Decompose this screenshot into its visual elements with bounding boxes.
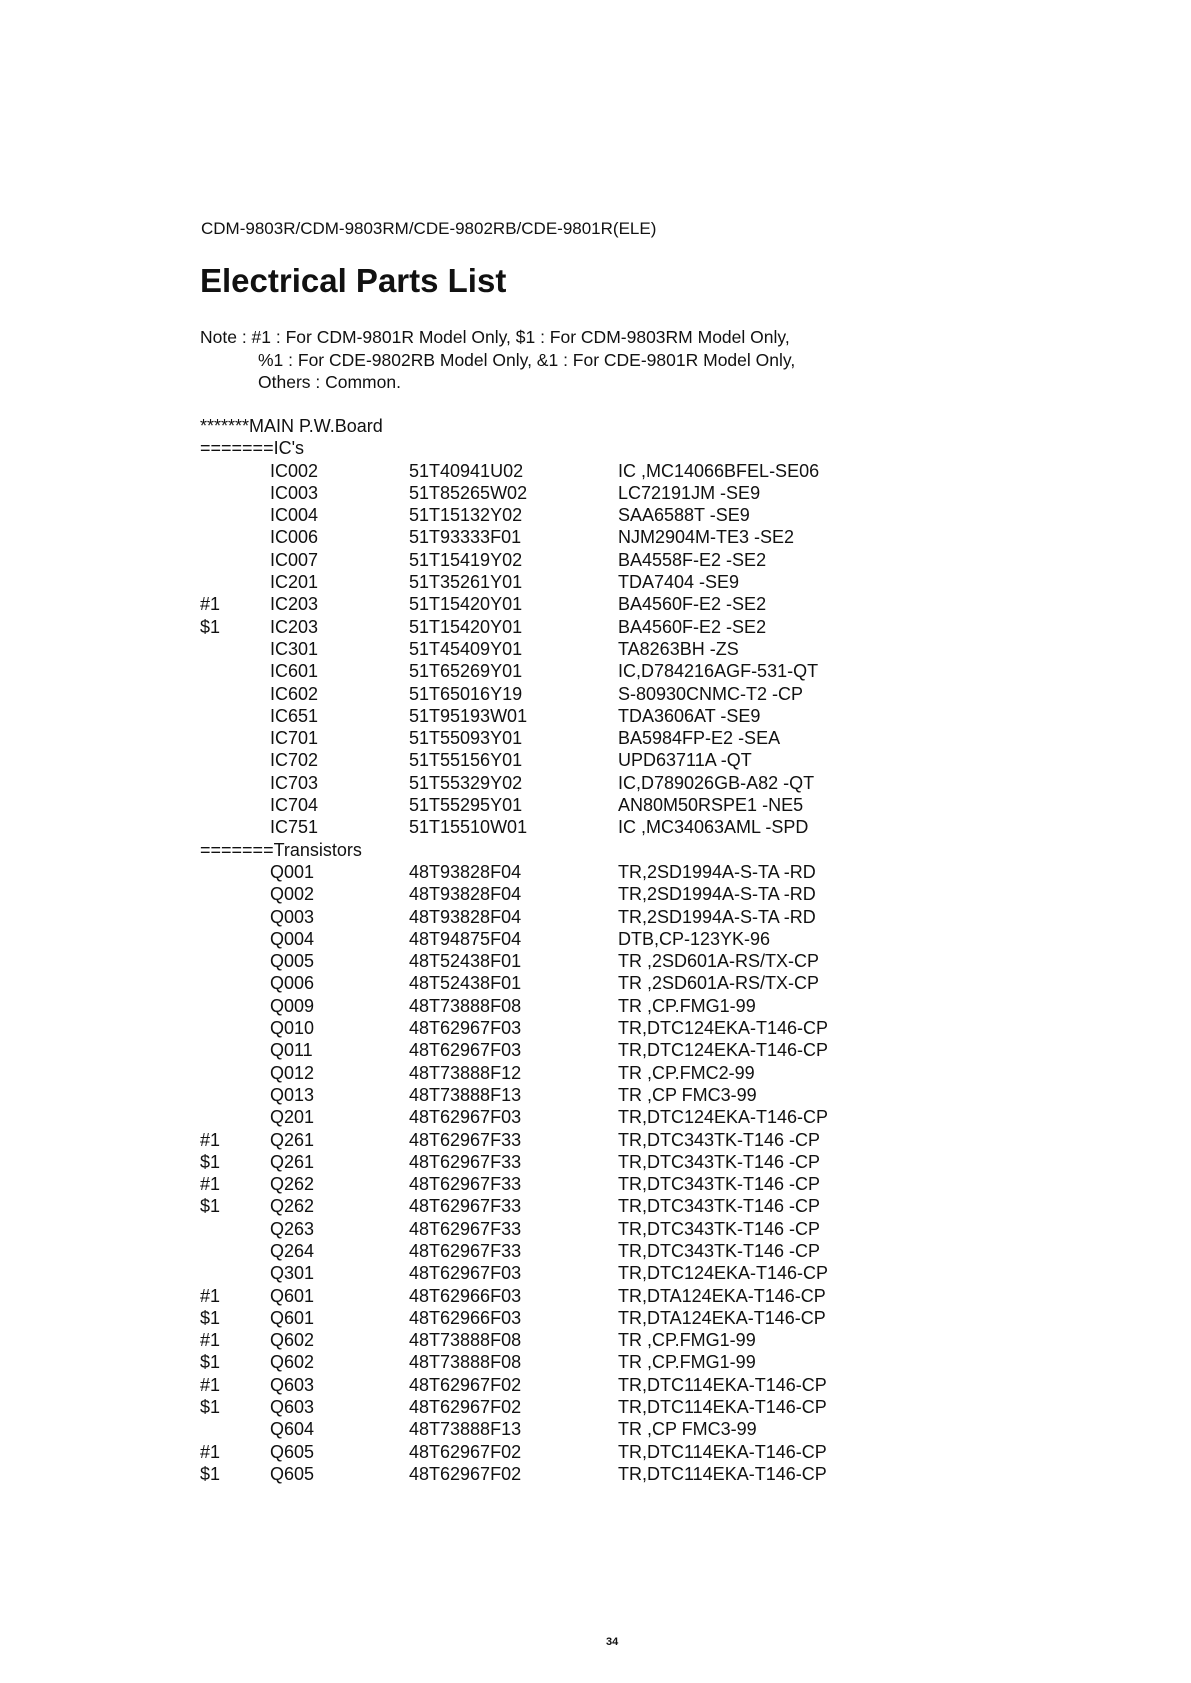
part-row	[200, 1419, 1140, 1441]
part-number: 48T62967F02	[409, 1441, 522, 1462]
part-description: LC72191JM -SE9	[618, 482, 761, 503]
part-number: 51T15419Y02	[409, 549, 523, 570]
part-description: TR,DTC343TK-T146 -CP	[618, 1151, 821, 1172]
part-row	[200, 1308, 1140, 1330]
part-number: 51T55329Y02	[409, 772, 523, 793]
part-row	[200, 1152, 1140, 1174]
part-description: S-80930CNMC-T2 -CP	[618, 683, 804, 704]
model-mark: #1	[200, 1285, 221, 1306]
part-row	[200, 1196, 1140, 1218]
part-description: TR,2SD1994A-S-TA -RD	[618, 906, 816, 927]
part-description: BA5984FP-E2 -SEA	[618, 728, 781, 749]
part-description: TR,DTC114EKA-T146-CP	[618, 1441, 827, 1462]
reference-designator: IC003	[270, 482, 319, 503]
reference-designator: Q261	[270, 1151, 315, 1172]
part-row	[200, 639, 1140, 661]
note-line: Note : #1 : For CDM-9801R Model Only, $1 : For CDM-9803RM Model Only,	[200, 327, 790, 347]
part-row	[200, 1442, 1140, 1464]
page-number: 34	[606, 1636, 619, 1648]
part-row	[200, 907, 1140, 929]
part-number: 51T45409Y01	[409, 638, 523, 659]
part-row	[200, 1352, 1140, 1374]
part-description: TR,DTC124EKA-T146-CP	[618, 1040, 829, 1061]
section-heading	[200, 438, 1140, 460]
reference-designator: Q002	[270, 884, 315, 905]
part-number: 51T15132Y02	[409, 505, 523, 526]
part-description: BA4558F-E2 -SE2	[618, 549, 767, 570]
part-description: TR,DTC343TK-T146 -CP	[618, 1196, 821, 1217]
part-number: 48T62966F03	[409, 1285, 522, 1306]
part-number: 48T62967F02	[409, 1397, 522, 1418]
part-number: 48T62967F33	[409, 1240, 522, 1261]
reference-designator: Q001	[270, 861, 315, 882]
part-number: 48T94875F04	[409, 928, 522, 949]
part-number: 48T73888F13	[409, 1084, 522, 1105]
part-row	[200, 1219, 1140, 1241]
part-description: TR ,CP FMC3-99	[618, 1084, 757, 1105]
part-row	[200, 1241, 1140, 1263]
part-number: 48T73888F08	[409, 995, 522, 1016]
part-number: 48T62967F33	[409, 1174, 522, 1195]
part-row	[200, 1040, 1140, 1062]
note-line: %1 : For CDE-9802RB Model Only, &1 : For CDE-9801R Model Only,	[258, 349, 796, 370]
model-mark: $1	[200, 616, 221, 637]
parts-list	[200, 416, 1140, 1486]
model-mark: #1	[200, 1174, 221, 1195]
part-description: BA4560F-E2 -SE2	[618, 616, 767, 637]
part-number: 48T73888F08	[409, 1352, 522, 1373]
part-row	[200, 996, 1140, 1018]
part-number: 48T62967F02	[409, 1374, 522, 1395]
reference-designator: IC703	[270, 772, 319, 793]
part-number: 48T93828F04	[409, 861, 522, 882]
reference-designator: Q603	[270, 1397, 315, 1418]
part-number: 51T15420Y01	[409, 594, 523, 615]
part-number: 48T73888F08	[409, 1330, 522, 1351]
part-row	[200, 550, 1140, 572]
reference-designator: IC006	[270, 527, 319, 548]
reference-designator: Q264	[270, 1240, 315, 1261]
reference-designator: IC203	[270, 616, 319, 637]
part-number: 51T55156Y01	[409, 750, 523, 771]
part-row	[200, 1330, 1140, 1352]
part-row	[200, 795, 1140, 817]
reference-designator: IC203	[270, 594, 319, 615]
part-description: TR,2SD1994A-S-TA -RD	[618, 884, 816, 905]
part-description: TR ,2SD601A-RS/TX-CP	[618, 973, 820, 994]
part-number: 48T62967F03	[409, 1263, 522, 1284]
part-row	[200, 1375, 1140, 1397]
part-row	[200, 817, 1140, 839]
part-number: 48T62967F33	[409, 1218, 522, 1239]
part-number: 51T15420Y01	[409, 616, 523, 637]
reference-designator: Q261	[270, 1129, 315, 1150]
board-label: *******MAIN P.W.Board	[200, 416, 383, 436]
part-row	[200, 750, 1140, 772]
part-row	[200, 461, 1140, 483]
model-mark: #1	[200, 1129, 221, 1150]
part-row	[200, 1063, 1140, 1085]
reference-designator: Q602	[270, 1330, 315, 1351]
reference-designator: IC601	[270, 661, 319, 682]
reference-designator: Q012	[270, 1062, 315, 1083]
part-number: 48T62967F02	[409, 1463, 522, 1484]
part-row	[200, 884, 1140, 906]
reference-designator: Q601	[270, 1307, 315, 1328]
part-number: 51T95193W01	[409, 705, 528, 726]
part-row	[200, 951, 1140, 973]
reference-designator: IC002	[270, 460, 319, 481]
part-number: 48T93828F04	[409, 884, 522, 905]
reference-designator: IC007	[270, 549, 319, 570]
part-number: 48T52438F01	[409, 973, 522, 994]
part-row	[200, 1397, 1140, 1419]
reference-designator: Q605	[270, 1463, 315, 1484]
part-row	[200, 684, 1140, 706]
section-label: =======IC's	[200, 438, 305, 459]
board-heading	[200, 416, 1140, 438]
part-description: IC,D784216AGF-531-QT	[618, 661, 819, 682]
model-mark: $1	[200, 1397, 221, 1418]
reference-designator: IC004	[270, 505, 319, 526]
reference-designator: Q003	[270, 906, 315, 927]
reference-designator: Q603	[270, 1374, 315, 1395]
part-description: TR,DTC343TK-T146 -CP	[618, 1129, 821, 1150]
reference-designator: IC651	[270, 705, 319, 726]
part-row	[200, 617, 1140, 639]
part-number: 48T62967F03	[409, 1018, 522, 1039]
part-row	[200, 1107, 1140, 1129]
part-description: TR,DTA124EKA-T146-CP	[618, 1307, 826, 1328]
part-number: 48T73888F12	[409, 1062, 522, 1083]
part-description: TR,DTC114EKA-T146-CP	[618, 1397, 827, 1418]
part-description: TR ,CP.FMC2-99	[618, 1062, 755, 1083]
part-description: TDA7404 -SE9	[618, 572, 740, 593]
reference-designator: Q011	[270, 1040, 313, 1061]
part-description: DTB,CP-123YK-96	[618, 928, 771, 949]
part-row	[200, 1085, 1140, 1107]
part-description: AN80M50RSPE1 -NE5	[618, 795, 804, 816]
page-title: Electrical Parts List	[200, 262, 507, 299]
part-description: IC,D789026GB-A82 -QT	[618, 772, 815, 793]
reference-designator: Q201	[270, 1107, 315, 1128]
part-number: 48T62966F03	[409, 1307, 522, 1328]
part-description: TR,DTC124EKA-T146-CP	[618, 1018, 829, 1039]
model-mark: #1	[200, 1330, 221, 1351]
part-number: 51T40941U02	[409, 460, 524, 481]
part-number: 51T55093Y01	[409, 728, 523, 749]
part-row	[200, 661, 1140, 683]
model-mark: $1	[200, 1352, 221, 1373]
part-row	[200, 527, 1140, 549]
reference-designator: IC702	[270, 750, 319, 771]
reference-designator: IC602	[270, 683, 319, 704]
part-description: BA4560F-E2 -SE2	[618, 594, 767, 615]
model-mark: $1	[200, 1196, 221, 1217]
part-description: TR,DTC114EKA-T146-CP	[618, 1374, 827, 1395]
part-row	[200, 929, 1140, 951]
part-number: 51T65269Y01	[409, 661, 523, 682]
part-row	[200, 706, 1140, 728]
model-mark: $1	[200, 1151, 221, 1172]
part-row	[200, 594, 1140, 616]
part-row	[200, 728, 1140, 750]
reference-designator: Q263	[270, 1218, 315, 1239]
reference-designator: Q604	[270, 1419, 315, 1440]
part-description: UPD63711A -QT	[618, 750, 752, 771]
part-number: 51T93333F01	[409, 527, 522, 548]
model-mark: $1	[200, 1307, 221, 1328]
section-label: =======Transistors	[200, 839, 362, 860]
reference-designator: Q010	[270, 1018, 315, 1039]
model-mark: #1	[200, 1441, 221, 1462]
part-number: 48T52438F01	[409, 951, 522, 972]
part-description: TR ,2SD601A-RS/TX-CP	[618, 951, 820, 972]
reference-designator: Q262	[270, 1196, 315, 1217]
part-row	[200, 1018, 1140, 1040]
part-row	[200, 1130, 1140, 1152]
part-number: 48T62967F03	[409, 1107, 522, 1128]
part-row	[200, 973, 1140, 995]
reference-designator: Q602	[270, 1352, 315, 1373]
part-row	[200, 1464, 1140, 1486]
part-description: TR,DTC343TK-T146 -CP	[618, 1240, 821, 1261]
part-number: 51T35261Y01	[409, 572, 523, 593]
part-description: TR,DTC343TK-T146 -CP	[618, 1218, 821, 1239]
part-row	[200, 862, 1140, 884]
reference-designator: Q301	[270, 1263, 315, 1284]
part-description: TR,2SD1994A-S-TA -RD	[618, 861, 816, 882]
part-description: IC ,MC14066BFEL-SE06	[618, 460, 820, 481]
note-line: Others : Common.	[258, 372, 401, 392]
reference-designator: Q006	[270, 973, 315, 994]
part-description: TR ,CP.FMG1-99	[618, 1352, 756, 1373]
part-row	[200, 483, 1140, 505]
part-number: 48T62967F33	[409, 1196, 522, 1217]
part-description: NJM2904M-TE3 -SE2	[618, 527, 795, 548]
part-description: TR,DTC343TK-T146 -CP	[618, 1174, 821, 1195]
part-description: TR ,CP FMC3-99	[618, 1419, 757, 1440]
model-mark: #1	[200, 594, 221, 615]
reference-designator: IC701	[270, 728, 319, 749]
part-description: SAA6588T -SE9	[618, 505, 750, 526]
part-description: TR,DTC114EKA-T146-CP	[618, 1463, 827, 1484]
reference-designator: Q262	[270, 1174, 315, 1195]
part-description: TR,DTC124EKA-T146-CP	[618, 1263, 829, 1284]
part-row	[200, 773, 1140, 795]
part-row	[200, 1286, 1140, 1308]
reference-designator: Q009	[270, 995, 315, 1016]
model-mark: $1	[200, 1463, 221, 1484]
part-number: 48T62967F33	[409, 1151, 522, 1172]
reference-designator: IC751	[270, 817, 319, 838]
part-description: TR,DTA124EKA-T146-CP	[618, 1285, 826, 1306]
model-numbers-header: CDM-9803R/CDM-9803RM/CDE-9802RB/CDE-9801R(ELE)	[201, 219, 657, 238]
part-row	[200, 572, 1140, 594]
reference-designator: Q005	[270, 951, 315, 972]
part-description: TR ,CP.FMG1-99	[618, 1330, 756, 1351]
part-number: 51T55295Y01	[409, 795, 523, 816]
part-number: 48T62967F03	[409, 1040, 522, 1061]
part-number: 51T15510W01	[409, 817, 528, 838]
reference-designator: IC201	[270, 572, 319, 593]
part-number: 51T65016Y19	[409, 683, 523, 704]
part-description: TR,DTC124EKA-T146-CP	[618, 1107, 829, 1128]
part-number: 51T85265W02	[409, 482, 528, 503]
reference-designator: Q004	[270, 928, 315, 949]
reference-designator: Q601	[270, 1285, 315, 1306]
part-description: TR ,CP.FMG1-99	[618, 995, 756, 1016]
reference-designator: IC301	[270, 638, 319, 659]
model-notes	[200, 326, 795, 394]
part-row	[200, 505, 1140, 527]
part-number: 48T73888F13	[409, 1419, 522, 1440]
part-number: 48T93828F04	[409, 906, 522, 927]
part-description: TDA3606AT -SE9	[618, 705, 761, 726]
part-number: 48T62967F33	[409, 1129, 522, 1150]
reference-designator: Q013	[270, 1084, 315, 1105]
part-row	[200, 1174, 1140, 1196]
model-mark: #1	[200, 1374, 221, 1395]
part-row	[200, 1263, 1140, 1285]
section-heading	[200, 840, 1140, 862]
part-description: TA8263BH -ZS	[618, 638, 739, 659]
reference-designator: IC704	[270, 795, 319, 816]
reference-designator: Q605	[270, 1441, 315, 1462]
part-description: IC ,MC34063AML -SPD	[618, 817, 809, 838]
